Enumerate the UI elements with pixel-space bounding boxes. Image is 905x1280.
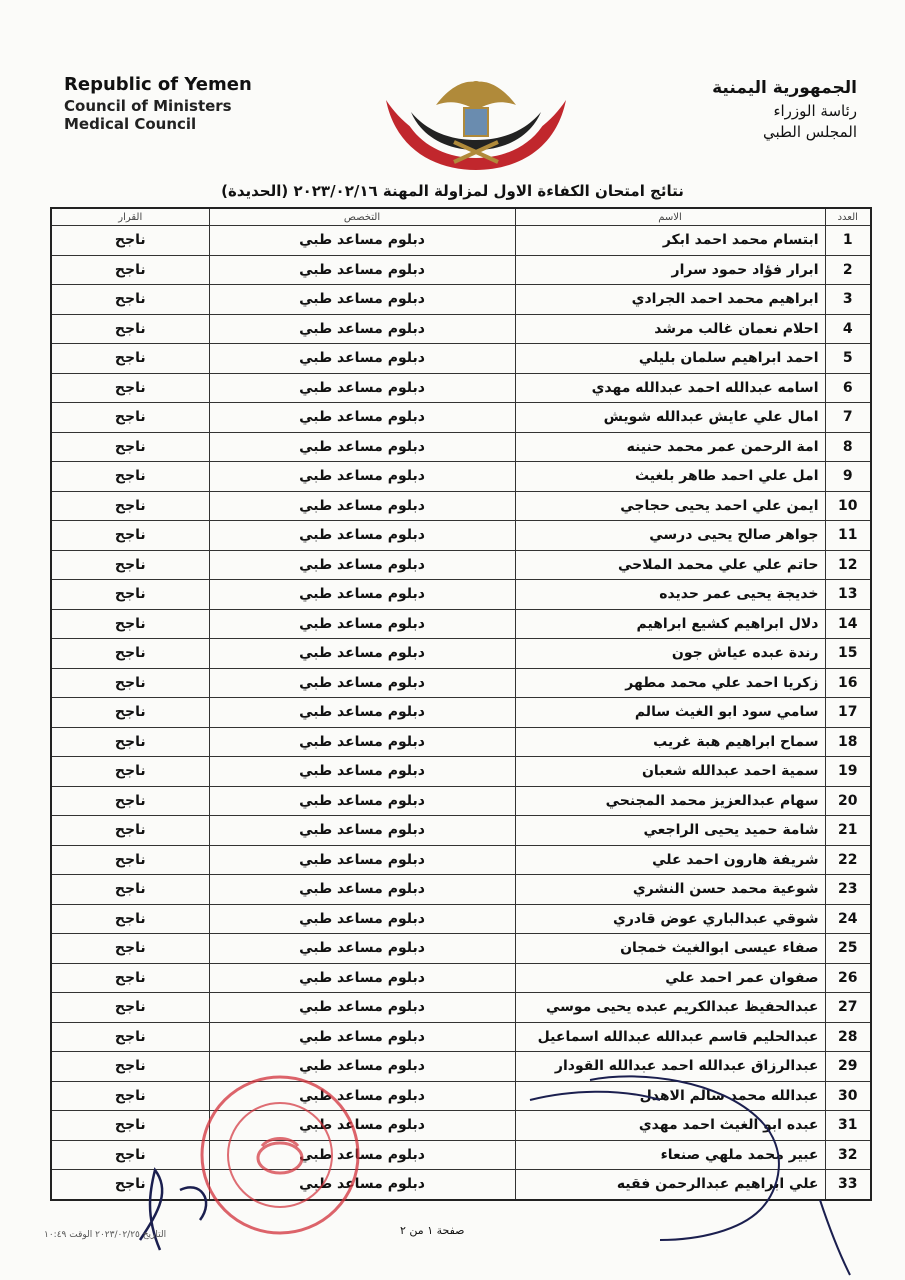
row-decision: ناجح [51, 875, 209, 905]
row-decision: ناجح [51, 934, 209, 964]
table-row [51, 993, 871, 1023]
row-decision: ناجح [51, 816, 209, 846]
yemen-eagle-emblem-icon [376, 70, 576, 180]
row-specialization: دبلوم مساعد طبي [209, 727, 515, 757]
table-row [51, 403, 871, 433]
row-specialization: دبلوم مساعد طبي [209, 1052, 515, 1082]
row-decision: ناجح [51, 285, 209, 315]
header-arabic-line1: الجمهورية اليمنية [712, 78, 857, 98]
header-english-line1: Republic of Yemen [64, 74, 252, 95]
row-number: 11 [825, 521, 871, 551]
row-specialization: دبلوم مساعد طبي [209, 1170, 515, 1200]
table-row [51, 816, 871, 846]
row-specialization: دبلوم مساعد طبي [209, 845, 515, 875]
row-specialization: دبلوم مساعد طبي [209, 698, 515, 728]
row-name: سمية احمد عبدالله شعبان [515, 757, 825, 787]
row-specialization: دبلوم مساعد طبي [209, 786, 515, 816]
row-name: سماح ابراهيم هبة غريب [515, 727, 825, 757]
row-number: 33 [825, 1170, 871, 1200]
row-name: امل علي احمد طاهر بلغيث [515, 462, 825, 492]
row-specialization: دبلوم مساعد طبي [209, 521, 515, 551]
row-number: 3 [825, 285, 871, 315]
row-decision: ناجح [51, 1170, 209, 1200]
document-title: نتائج امتحان الكفاءة الاول لمزاولة المهنة ٢٠٢٣/٠٢/١٦ (الحديدة) [221, 182, 684, 200]
row-name: ايمن علي احمد يحيى حجاجي [515, 491, 825, 521]
row-decision: ناجح [51, 432, 209, 462]
row-decision: ناجح [51, 314, 209, 344]
row-decision: ناجح [51, 845, 209, 875]
row-decision: ناجح [51, 786, 209, 816]
row-decision: ناجح [51, 904, 209, 934]
table-row [51, 462, 871, 492]
row-name: احمد ابراهيم سلمان بليلي [515, 344, 825, 374]
table-row [51, 550, 871, 580]
print-datetime: التاريخ ٢٠٢٣/٠٢/٢٥ الوقت ١٠:٤٩ [44, 1230, 167, 1240]
row-specialization: دبلوم مساعد طبي [209, 1022, 515, 1052]
row-number: 12 [825, 550, 871, 580]
row-number: 20 [825, 786, 871, 816]
row-number: 9 [825, 462, 871, 492]
row-decision: ناجح [51, 403, 209, 433]
table-row [51, 963, 871, 993]
row-decision: ناجح [51, 521, 209, 551]
header-english [64, 74, 252, 134]
row-name: عبده ابو الغيث احمد مهدي [515, 1111, 825, 1141]
page-number: صفحة ١ من ٢ [400, 1224, 465, 1237]
row-specialization: دبلوم مساعد طبي [209, 373, 515, 403]
row-decision: ناجح [51, 1111, 209, 1141]
row-specialization: دبلوم مساعد طبي [209, 580, 515, 610]
header-arabic-line2: رئاسة الوزراء [773, 101, 857, 120]
row-decision: ناجح [51, 462, 209, 492]
table-row [51, 875, 871, 905]
row-number: 25 [825, 934, 871, 964]
row-name: رندة عبده عياش جون [515, 639, 825, 669]
row-number: 24 [825, 904, 871, 934]
row-specialization: دبلوم مساعد طبي [209, 993, 515, 1023]
row-number: 31 [825, 1111, 871, 1141]
row-decision: ناجح [51, 344, 209, 374]
row-number: 8 [825, 432, 871, 462]
row-number: 10 [825, 491, 871, 521]
row-name: خديجة يحيى عمر حديده [515, 580, 825, 610]
row-name: سامي سود ابو الغيث سالم [515, 698, 825, 728]
row-number: 18 [825, 727, 871, 757]
row-name: ابرار فؤاد حمود سرار [515, 255, 825, 285]
row-name: عبدالحفيظ عبدالكريم عبده يحيى موسي [515, 993, 825, 1023]
row-decision: ناجح [51, 668, 209, 698]
row-number: 28 [825, 1022, 871, 1052]
row-decision: ناجح [51, 1140, 209, 1170]
row-number: 19 [825, 757, 871, 787]
row-number: 2 [825, 255, 871, 285]
row-number: 7 [825, 403, 871, 433]
row-name: امال علي عايش عبدالله شويش [515, 403, 825, 433]
row-name: احلام نعمان غالب مرشد [515, 314, 825, 344]
table-row [51, 432, 871, 462]
row-specialization: دبلوم مساعد طبي [209, 255, 515, 285]
row-specialization: دبلوم مساعد طبي [209, 816, 515, 846]
row-decision: ناجح [51, 963, 209, 993]
row-specialization: دبلوم مساعد طبي [209, 609, 515, 639]
header-specialization: التخصص [209, 208, 515, 226]
row-specialization: دبلوم مساعد طبي [209, 285, 515, 315]
row-number: 21 [825, 816, 871, 846]
table-row [51, 786, 871, 816]
row-name: جواهر صالح يحيى درسي [515, 521, 825, 551]
row-decision: ناجح [51, 1022, 209, 1052]
row-decision: ناجح [51, 727, 209, 757]
header-decision: القرار [51, 208, 209, 226]
row-decision: ناجح [51, 373, 209, 403]
row-name: امة الرحمن عمر محمد حنينه [515, 432, 825, 462]
row-name: عبدالرزاق عبدالله احمد عبدالله القودار [515, 1052, 825, 1082]
header-english-line2: Council of Ministers [64, 96, 232, 115]
table-row [51, 698, 871, 728]
row-specialization: دبلوم مساعد طبي [209, 550, 515, 580]
table-row [51, 344, 871, 374]
row-number: 23 [825, 875, 871, 905]
table-row [51, 580, 871, 610]
row-number: 13 [825, 580, 871, 610]
table-row [51, 491, 871, 521]
row-specialization: دبلوم مساعد طبي [209, 1140, 515, 1170]
table-row [51, 521, 871, 551]
row-decision: ناجح [51, 698, 209, 728]
table-row [51, 314, 871, 344]
header-arabic [712, 76, 857, 144]
row-decision: ناجح [51, 580, 209, 610]
row-specialization: دبلوم مساعد طبي [209, 963, 515, 993]
table-row [51, 727, 871, 757]
table-row [51, 226, 871, 256]
row-name: ابراهيم محمد احمد الجرادي [515, 285, 825, 315]
row-number: 29 [825, 1052, 871, 1082]
row-number: 27 [825, 993, 871, 1023]
row-decision: ناجح [51, 993, 209, 1023]
row-number: 6 [825, 373, 871, 403]
row-name: عبدالله محمد سالم الاهدل [515, 1081, 825, 1111]
header-name: الاسم [515, 208, 825, 226]
row-number: 15 [825, 639, 871, 669]
header-english-line3: Medical Council [64, 115, 197, 134]
row-specialization: دبلوم مساعد طبي [209, 314, 515, 344]
table-row [51, 668, 871, 698]
row-name: اسامه عبدالله احمد عبدالله مهدي [515, 373, 825, 403]
row-number: 26 [825, 963, 871, 993]
row-name: صفاء عيسى ابوالغيث خمجان [515, 934, 825, 964]
table-row [51, 285, 871, 315]
row-name: علي ابراهيم عبدالرحمن فقيه [515, 1170, 825, 1200]
row-number: 5 [825, 344, 871, 374]
table-row [51, 934, 871, 964]
row-specialization: دبلوم مساعد طبي [209, 344, 515, 374]
row-name: دلال ابراهيم كشيع ابراهيم [515, 609, 825, 639]
table-row [51, 255, 871, 285]
header-number: العدد [825, 208, 871, 226]
row-number: 1 [825, 226, 871, 256]
row-number: 4 [825, 314, 871, 344]
row-specialization: دبلوم مساعد طبي [209, 432, 515, 462]
table-row [51, 904, 871, 934]
row-name: شوقي عبدالباري عوض قادري [515, 904, 825, 934]
row-specialization: دبلوم مساعد طبي [209, 668, 515, 698]
row-name: عبدالحليم قاسم عبدالله عبدالله اسماعيل [515, 1022, 825, 1052]
row-number: 14 [825, 609, 871, 639]
row-decision: ناجح [51, 639, 209, 669]
row-decision: ناجح [51, 226, 209, 256]
row-name: زكريا احمد علي محمد مطهر [515, 668, 825, 698]
table-row [51, 845, 871, 875]
row-decision: ناجح [51, 491, 209, 521]
row-number: 16 [825, 668, 871, 698]
row-specialization: دبلوم مساعد طبي [209, 934, 515, 964]
row-name: ابتسام محمد احمد ابكر [515, 226, 825, 256]
row-number: 32 [825, 1140, 871, 1170]
row-specialization: دبلوم مساعد طبي [209, 1111, 515, 1141]
row-decision: ناجح [51, 757, 209, 787]
table-header-row [51, 208, 871, 226]
row-decision: ناجح [51, 609, 209, 639]
table-row [51, 639, 871, 669]
row-specialization: دبلوم مساعد طبي [209, 875, 515, 905]
row-name: شامة حميد يحيى الراجعي [515, 816, 825, 846]
row-name: شوعية محمد حسن النشري [515, 875, 825, 905]
row-number: 17 [825, 698, 871, 728]
table-row [51, 373, 871, 403]
row-name: صفوان عمر احمد علي [515, 963, 825, 993]
table-row [51, 609, 871, 639]
table-row [51, 757, 871, 787]
row-specialization: دبلوم مساعد طبي [209, 1081, 515, 1111]
handwritten-signature-icon [120, 1040, 900, 1280]
header-arabic-line3: المجلس الطبي [762, 123, 857, 142]
row-specialization: دبلوم مساعد طبي [209, 904, 515, 934]
row-specialization: دبلوم مساعد طبي [209, 226, 515, 256]
row-number: 30 [825, 1081, 871, 1111]
row-decision: ناجح [51, 1081, 209, 1111]
row-decision: ناجح [51, 255, 209, 285]
row-specialization: دبلوم مساعد طبي [209, 639, 515, 669]
row-specialization: دبلوم مساعد طبي [209, 491, 515, 521]
row-name: حاتم علي علي محمد الملاحي [515, 550, 825, 580]
row-specialization: دبلوم مساعد طبي [209, 757, 515, 787]
row-decision: ناجح [51, 1052, 209, 1082]
row-name: سهام عبدالعزيز محمد المجنحي [515, 786, 825, 816]
row-name: عبير محمد ملهي صنعاء [515, 1140, 825, 1170]
row-number: 22 [825, 845, 871, 875]
row-specialization: دبلوم مساعد طبي [209, 403, 515, 433]
row-name: شريفة هارون احمد علي [515, 845, 825, 875]
row-specialization: دبلوم مساعد طبي [209, 462, 515, 492]
row-decision: ناجح [51, 550, 209, 580]
